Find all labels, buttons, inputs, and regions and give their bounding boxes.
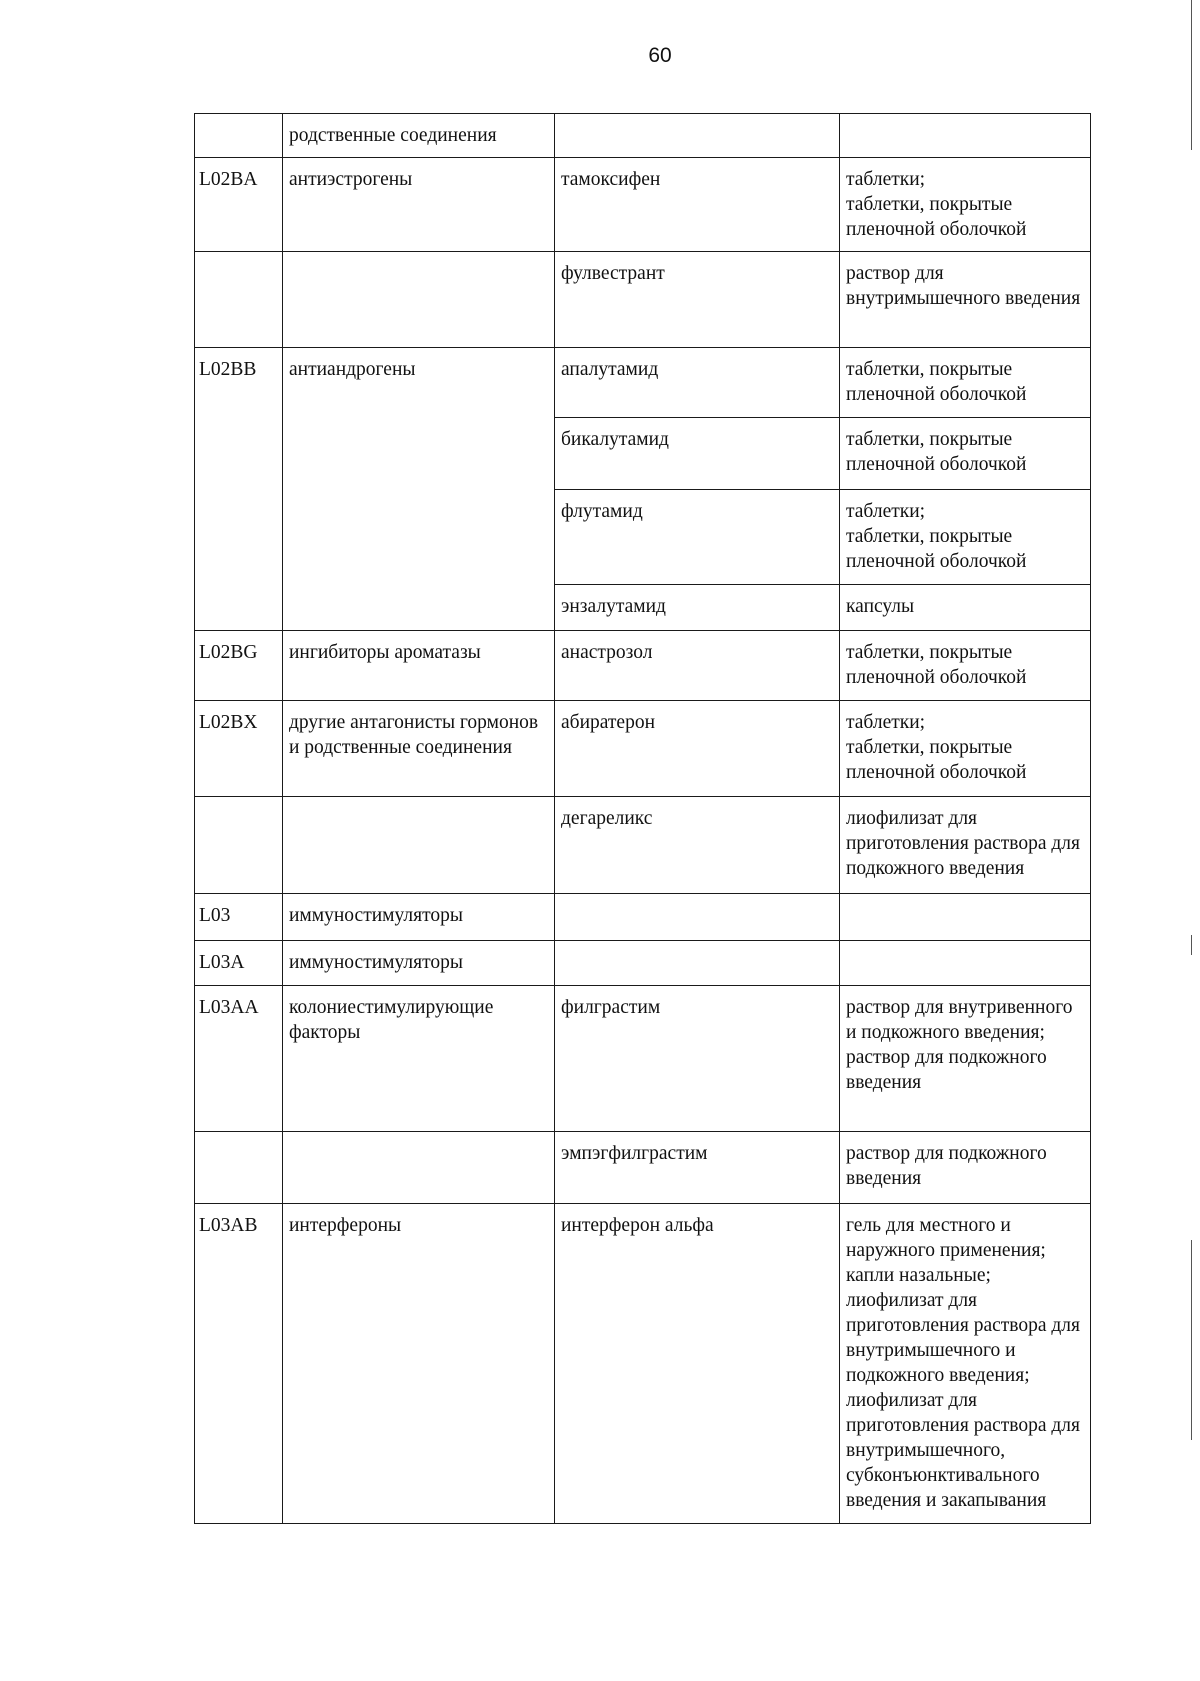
drug-list-table [194,113,1091,1524]
table-row [195,986,1091,1132]
dosage-form-cell: таблетки, покрытые пленочной оболочкой [840,418,1091,490]
drug-name-cell: интерферон альфа [555,1204,840,1524]
page-number: 60 [648,44,672,67]
dosage-form-cell [840,894,1091,941]
group-name-cell: ингибиторы ароматазы [283,631,555,701]
group-name-cell [283,797,555,894]
table-row [195,114,1091,158]
dosage-form-cell: раствор для внутримышечного введения [840,252,1091,348]
drug-name-cell: энзалутамид [555,585,840,631]
table-row [195,941,1091,986]
table-row [195,158,1091,252]
drug-name-cell: филграстим [555,986,840,1132]
group-name-cell: антиандрогены [283,348,555,631]
atc-code-cell: L03AA [195,986,283,1132]
table-row [195,348,1091,418]
group-name-cell: иммуностимуляторы [283,941,555,986]
table-row [195,1204,1091,1524]
atc-code-cell: L03AB [195,1204,283,1524]
scan-mark [1191,0,1192,150]
dosage-form-cell [840,941,1091,986]
table-row [195,701,1091,797]
group-name-cell: антиэстрогены [283,158,555,252]
dosage-form-cell [840,114,1091,158]
atc-code-cell [195,114,283,158]
drug-name-cell: флутамид [555,490,840,585]
atc-code-cell: L03 [195,894,283,941]
dosage-form-cell: таблетки; таблетки, покрытые пленочной оболочкой [840,158,1091,252]
dosage-form-cell: раствор для внутривенного и подкожного введения; раствор для подкожного введения [840,986,1091,1132]
atc-code-cell: L02BA [195,158,283,252]
table-row [195,894,1091,941]
dosage-form-cell: таблетки, покрытые пленочной оболочкой [840,631,1091,701]
dosage-form-cell: капсулы [840,585,1091,631]
atc-code-cell [195,797,283,894]
scan-mark [1191,1240,1192,1440]
group-name-cell: другие антагонисты гормонов и родственные соединения [283,701,555,797]
drug-name-cell: апалутамид [555,348,840,418]
atc-code-cell: L03A [195,941,283,986]
dosage-form-cell: раствор для подкожного введения [840,1132,1091,1204]
table-row [195,1132,1091,1204]
drug-name-cell: фулвестрант [555,252,840,348]
drug-name-cell: абиратерон [555,701,840,797]
dosage-form-cell: таблетки; таблетки, покрытые пленочной оболочкой [840,490,1091,585]
dosage-form-cell: лиофилизат для приготовления раствора для подкожного введения [840,797,1091,894]
group-name-cell: колониестимулирующие факторы [283,986,555,1132]
drug-name-cell: анастрозол [555,631,840,701]
atc-code-cell: L02BX [195,701,283,797]
group-name-cell [283,252,555,348]
drug-name-cell: тамоксифен [555,158,840,252]
drug-name-cell [555,114,840,158]
group-name-cell: интерфероны [283,1204,555,1524]
atc-code-cell: L02BB [195,348,283,631]
drug-name-cell [555,894,840,941]
drug-name-cell: дегареликс [555,797,840,894]
atc-code-cell: L02BG [195,631,283,701]
group-name-cell: иммуностимуляторы [283,894,555,941]
dosage-form-cell: гель для местного и наружного применения; капли назальные; лиофилизат для приготовления раствора для внутримышечного и подкожного введения; лиофилизат для приготовления раствора для внутримышечного, субконъюнктивального введения и закапывания [840,1204,1091,1524]
atc-code-cell [195,1132,283,1204]
table-row [195,797,1091,894]
dosage-form-cell: таблетки; таблетки, покрытые пленочной оболочкой [840,701,1091,797]
scan-edge-marks [1180,0,1200,1681]
drug-name-cell: бикалутамид [555,418,840,490]
scan-mark [1191,935,1192,955]
drug-name-cell: эмпэгфилграстим [555,1132,840,1204]
atc-code-cell [195,252,283,348]
drug-name-cell [555,941,840,986]
table-row [195,631,1091,701]
dosage-form-cell: таблетки, покрытые пленочной оболочкой [840,348,1091,418]
group-name-cell: родственные соединения [283,114,555,158]
group-name-cell [283,1132,555,1204]
table-row [195,252,1091,348]
